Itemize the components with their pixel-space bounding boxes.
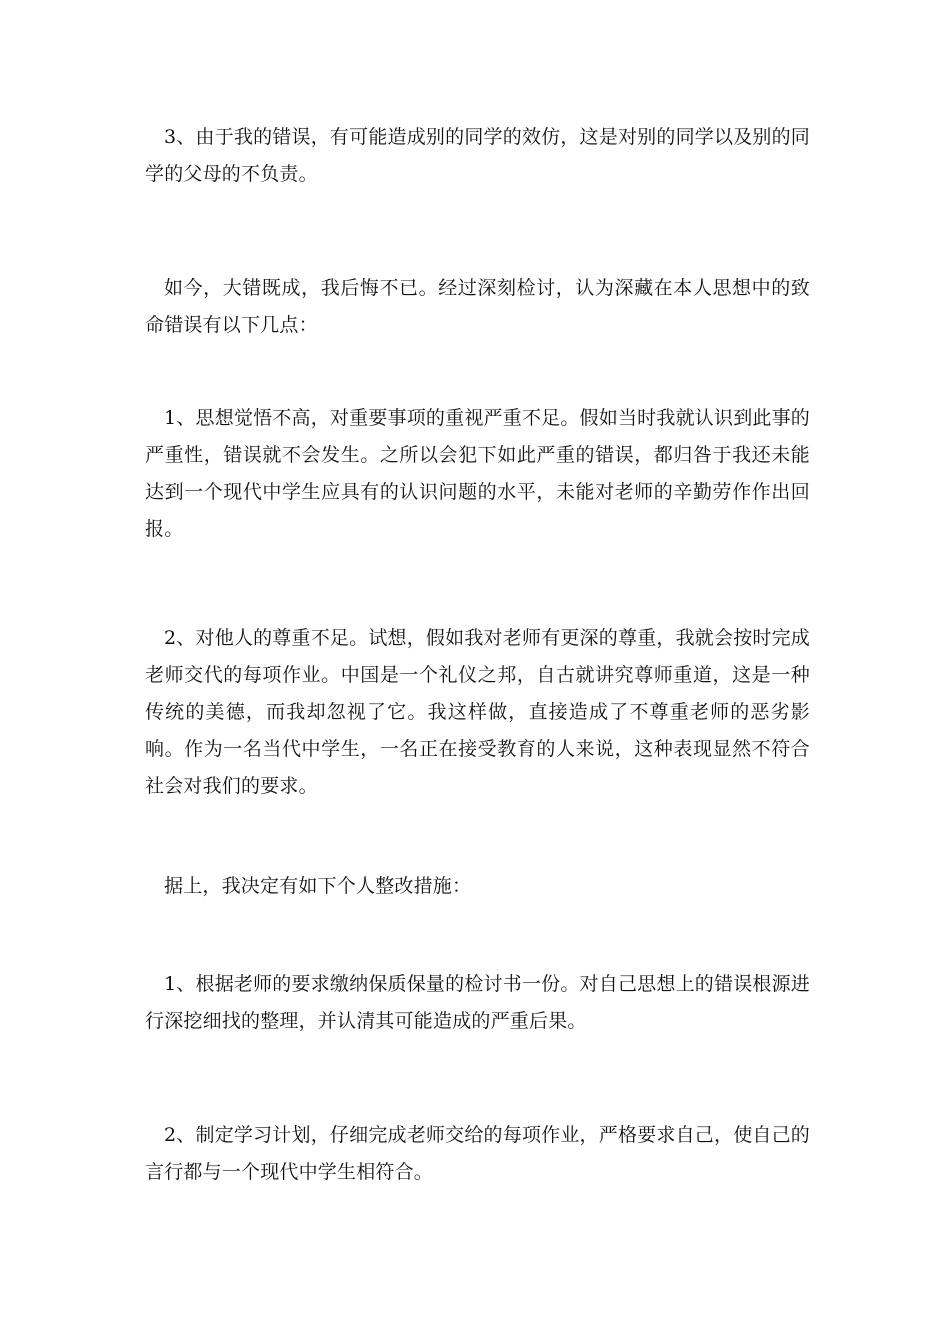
paragraph-error-2: 2、对他人的尊重不足。试想，假如我对老师有更深的尊重，我就会按时完成老师交代的每项作业。中国是一个礼仪之邦，自古就讲究尊师重道，这是一种传统的美德，而我却忽视了它。我这样做，直接造成了不尊重老师的恶劣影响。作为一名当代中学生，一名正在接受教育的人来说，这种表现显然不符合社会对我们的要求。 [145, 627, 810, 797]
paragraph-measures-intro: 据上，我决定有如下个人整改措施： [164, 875, 472, 897]
paragraph-reflection-intro: 如今，大错既成，我后悔不已。经过深刻检讨，认为深藏在本人思想中的致命错误有以下几点： [145, 277, 810, 336]
paragraph-measure-1: 1、根据老师的要求缴纳保质保量的检讨书一份。对自己思想上的错误根源进行深挖细找的整理，并认清其可能造成的严重后果。 [145, 973, 810, 1032]
paragraph-error-1: 1、思想觉悟不高，对重要事项的重视严重不足。假如当时我就认识到此事的严重性，错误就不会发生。之所以会犯下如此严重的错误，都归咎于我还未能达到一个现代中学生应具有的认识问题的水平，未能对老师的辛勤劳作作出回报。 [145, 407, 810, 540]
paragraph-consequence-3: 3、由于我的错误，有可能造成别的同学的效仿，这是对别的同学以及别的同学的父母的不负责。 [145, 126, 810, 185]
paragraph-measure-2: 2、制定学习计划，仔细完成老师交给的每项作业，严格要求自己，使自己的言行都与一个现代中学生相符合。 [145, 1124, 810, 1183]
